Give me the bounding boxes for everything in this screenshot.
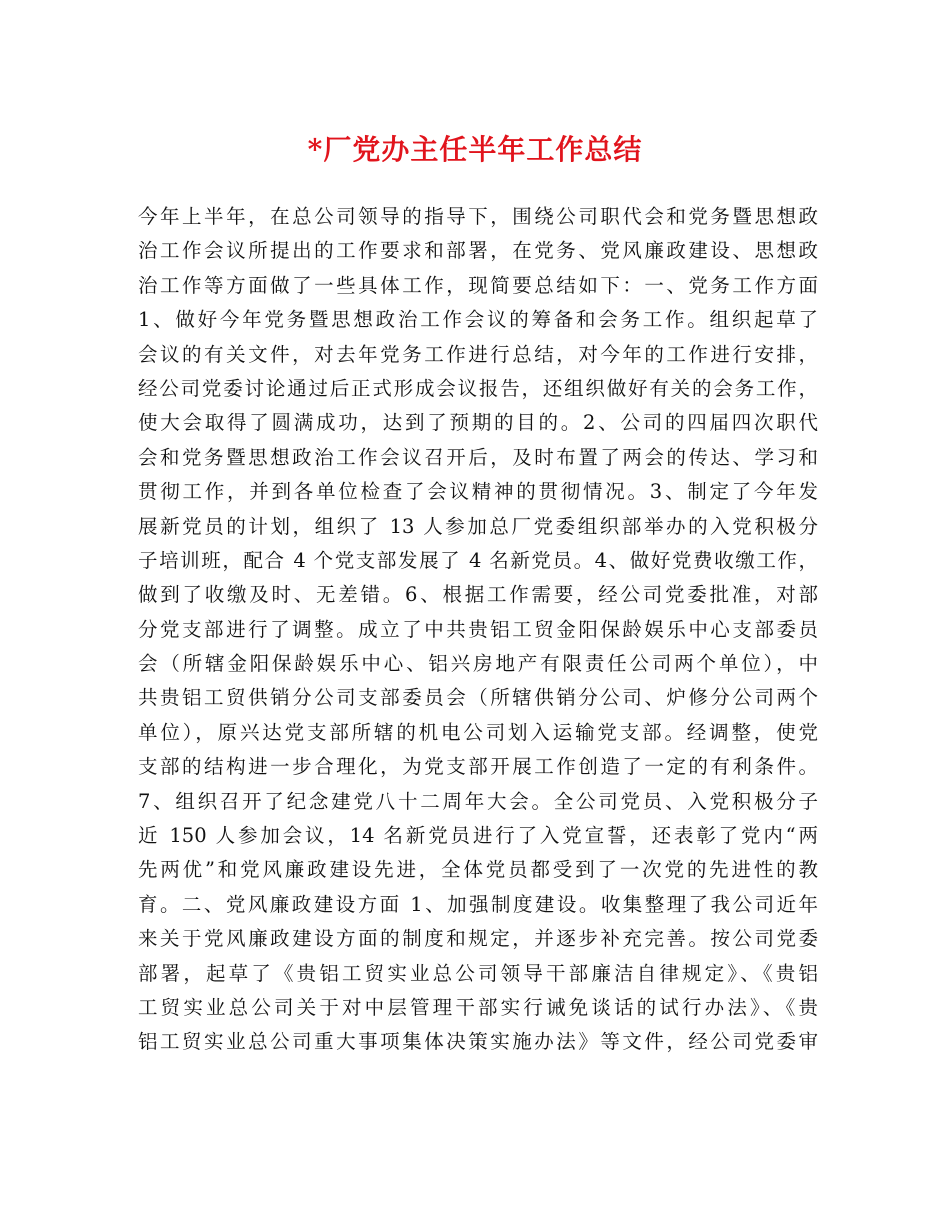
body-line: 育。二、党风廉政建设方面 1、加强制度建设。收集整理了我公司近年 <box>138 892 818 916</box>
body-line: 治工作等方面做了一些具体工作，现简要总结如下：一、党务工作方面 <box>138 273 818 297</box>
body-line: 7、组织召开了纪念建党八十二周年大会。全公司党员、入党积极分子 <box>138 789 818 813</box>
body-line: 分党支部进行了调整。成立了中共贵铝工贸金阳保龄娱乐中心支部委员 <box>138 617 818 641</box>
body-line: 铝工贸实业总公司重大事项集体决策实施办法》等文件，经公司党委审 <box>138 1030 818 1054</box>
body-line: 先两优”和党风廉政建设先进，全体党员都受到了一次党的先进性的教 <box>138 858 818 882</box>
body-line: 会和党务暨思想政治工作会议召开后，及时布置了两会的传达、学习和 <box>138 445 818 469</box>
body-line: 单位），原兴达党支部所辖的机电公司划入运输党支部。经调整，使党 <box>138 720 818 744</box>
body-line: 使大会取得了圆满成功，达到了预期的目的。2、公司的四届四次职代 <box>138 411 818 435</box>
body-line: 治工作会议所提出的工作要求和部署，在党务、党风廉政建设、思想政 <box>138 239 818 263</box>
body-line: 来关于党风廉政建设方面的制度和规定，并逐步补充完善。按公司党委 <box>138 927 818 951</box>
body-line: 展新党员的计划，组织了 13 人参加总厂党委组织部举办的入党积极分 <box>138 514 818 538</box>
document-title: *厂党办主任半年工作总结 <box>307 133 643 166</box>
body-line: 今年上半年，在总公司领导的指导下，围绕公司职代会和党务暨思想政 <box>138 205 818 228</box>
body-line: 共贵铝工贸供销分公司支部委员会（所辖供销分公司、炉修分公司两个 <box>138 686 818 710</box>
body-line: 贯彻工作，并到各单位检查了会议精神的贯彻情况。3、制定了今年发 <box>138 480 818 504</box>
body-line: 做到了收缴及时、无差错。6、根据工作需要，经公司党委批准，对部 <box>138 583 818 607</box>
body-line: 1、做好今年党务暨思想政治工作会议的筹备和会务工作。组织起草了 <box>138 308 818 332</box>
body-line: 近 150 人参加会议，14 名新党员进行了入党宣誓，还表彰了党内“两 <box>138 824 818 848</box>
body-line: 子培训班，配合 4 个党支部发展了 4 名新党员。4、做好党费收缴工作， <box>138 548 818 572</box>
document-body <box>138 200 818 1060</box>
body-line: 会（所辖金阳保龄娱乐中心、铝兴房地产有限责任公司两个单位），中 <box>138 652 818 676</box>
body-line: 会议的有关文件，对去年党务工作进行总结，对今年的工作进行安排， <box>138 342 818 366</box>
body-line: 经公司党委讨论通过后正式形成会议报告，还组织做好有关的会务工作， <box>138 376 818 400</box>
body-line: 支部的结构进一步合理化，为党支部开展工作创造了一定的有利条件。 <box>138 755 818 779</box>
body-line: 工贸实业总公司关于对中层管理干部实行诫免谈话的试行办法》、《贵 <box>138 995 818 1019</box>
body-line: 部署，起草了《贵铝工贸实业总公司领导干部廉洁自律规定》、《贵铝 <box>138 961 818 985</box>
